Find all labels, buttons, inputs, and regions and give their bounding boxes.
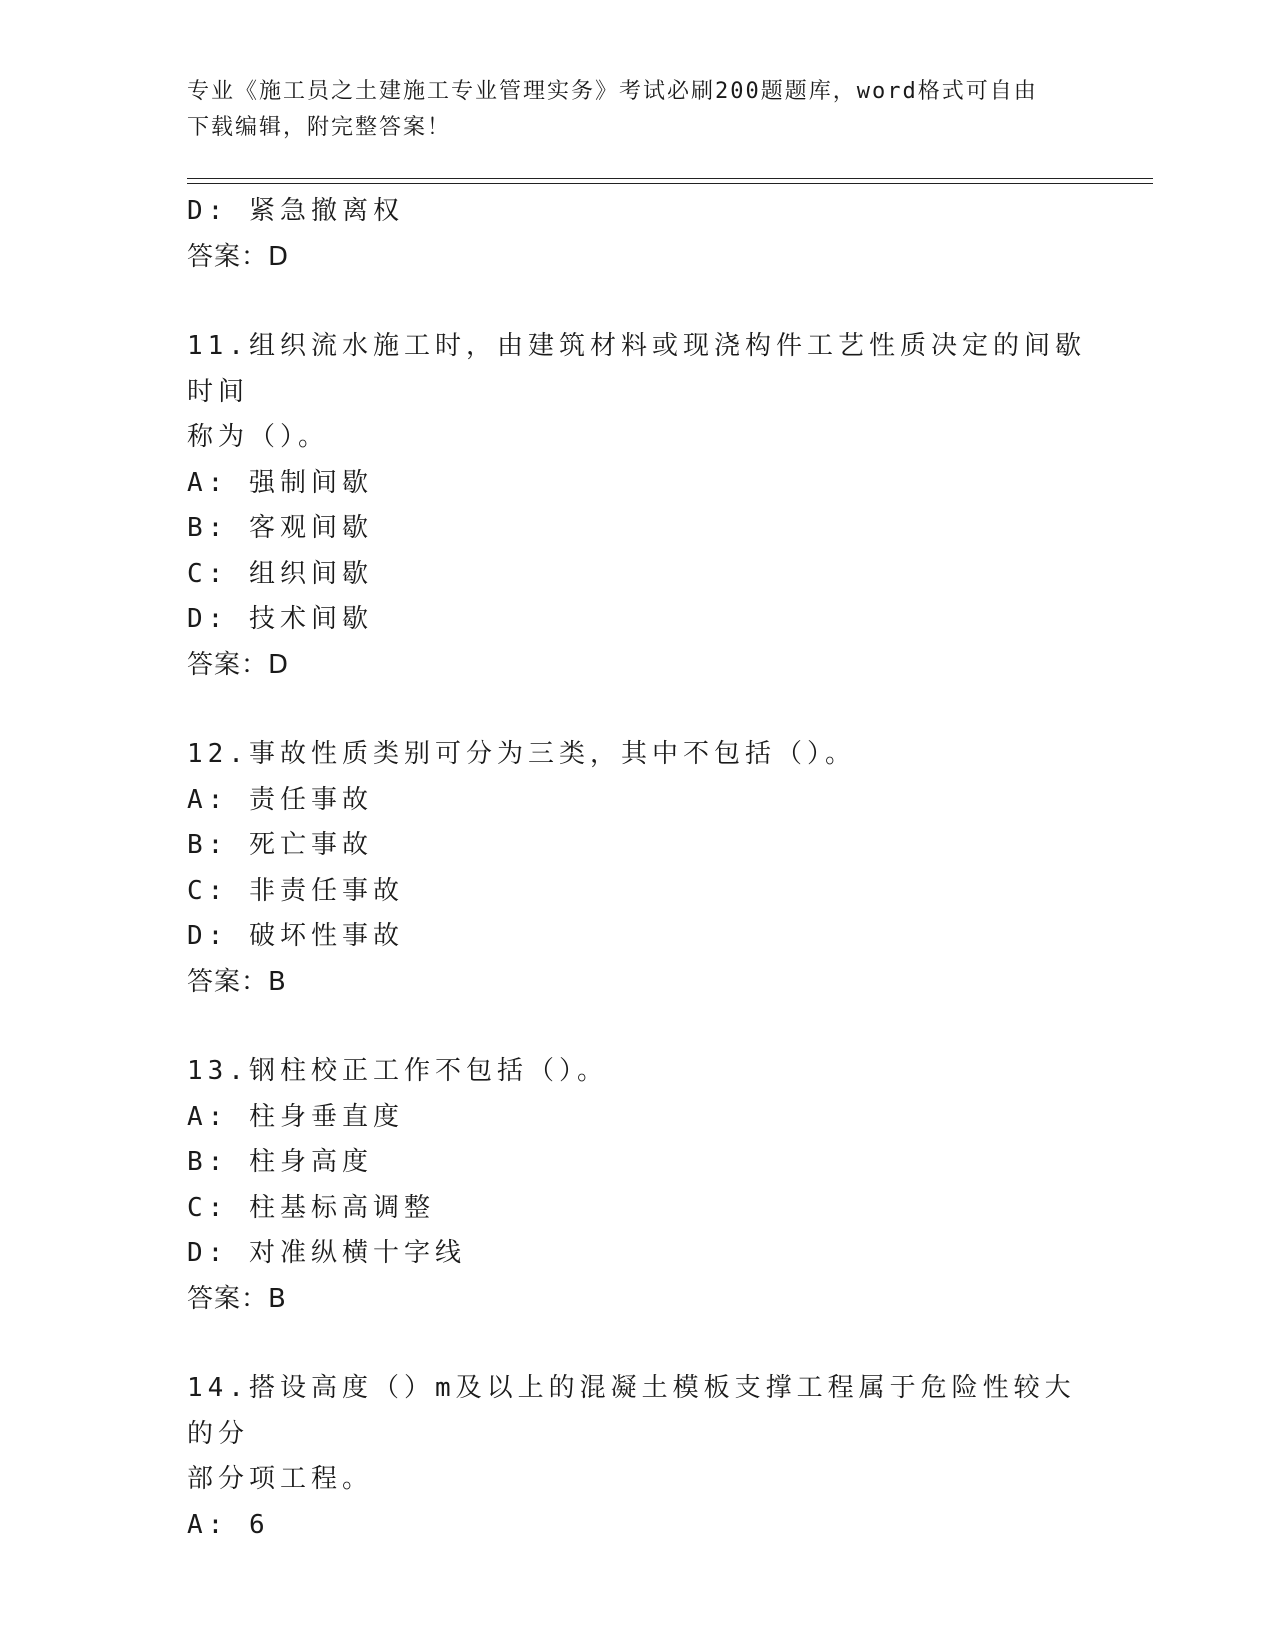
header-title-line-2: 下载编辑，附完整答案！ — [187, 115, 452, 140]
question-stem: 14.搭设高度（）m及以上的混凝土模板支撑工程属于危险性较大的分 — [187, 1373, 1076, 1449]
header-title-line-1: 专业《施工员之土建施工专业管理实务》考试必刷200题题库，word格式可自由 — [187, 79, 1038, 104]
option-c: C: 柱基标高调整 — [187, 1192, 435, 1223]
answer-line: 答案：B — [187, 1283, 287, 1314]
document-body — [187, 189, 1087, 1548]
option-b: B: 客观间歇 — [187, 513, 373, 543]
option-d: D: 紧急撤离权 — [187, 196, 404, 226]
question-stem: 12.事故性质类别可分为三类，其中不包括（）。 — [187, 739, 856, 769]
option-d: D: 对准纵横十字线 — [187, 1238, 466, 1268]
question-stem: 13.钢柱校正工作不包括（）。 — [187, 1056, 608, 1086]
question-13 — [187, 1049, 1087, 1322]
question-stem-continued: 部分项工程。 — [187, 1464, 374, 1494]
header-divider — [187, 178, 1153, 179]
question-14 — [187, 1366, 1087, 1548]
answer-line: 答案：B — [187, 966, 287, 997]
answer-line: 答案：D — [187, 241, 290, 272]
option-a: A: 6 — [187, 1509, 270, 1540]
option-c: C: 组织间歇 — [187, 558, 373, 589]
answer-line: 答案：D — [187, 649, 290, 680]
option-a: A: 强制间歇 — [187, 467, 373, 498]
question-stem: 11.组织流水施工时，由建筑材料或现浇构件工艺性质决定的间歇时间 — [187, 331, 1086, 407]
document-header — [187, 74, 1087, 146]
option-a: A: 柱身垂直度 — [187, 1101, 404, 1132]
option-b: B: 死亡事故 — [187, 830, 373, 860]
option-d: D: 破坏性事故 — [187, 921, 404, 951]
option-b: B: 柱身高度 — [187, 1147, 373, 1177]
option-d: D: 技术间歇 — [187, 604, 373, 634]
question-stem-continued: 称为（）。 — [187, 422, 330, 452]
header-divider — [187, 183, 1153, 184]
question-12 — [187, 732, 1087, 1005]
question-11 — [187, 324, 1087, 688]
option-a: A: 责任事故 — [187, 784, 373, 815]
option-c: C: 非责任事故 — [187, 875, 404, 906]
